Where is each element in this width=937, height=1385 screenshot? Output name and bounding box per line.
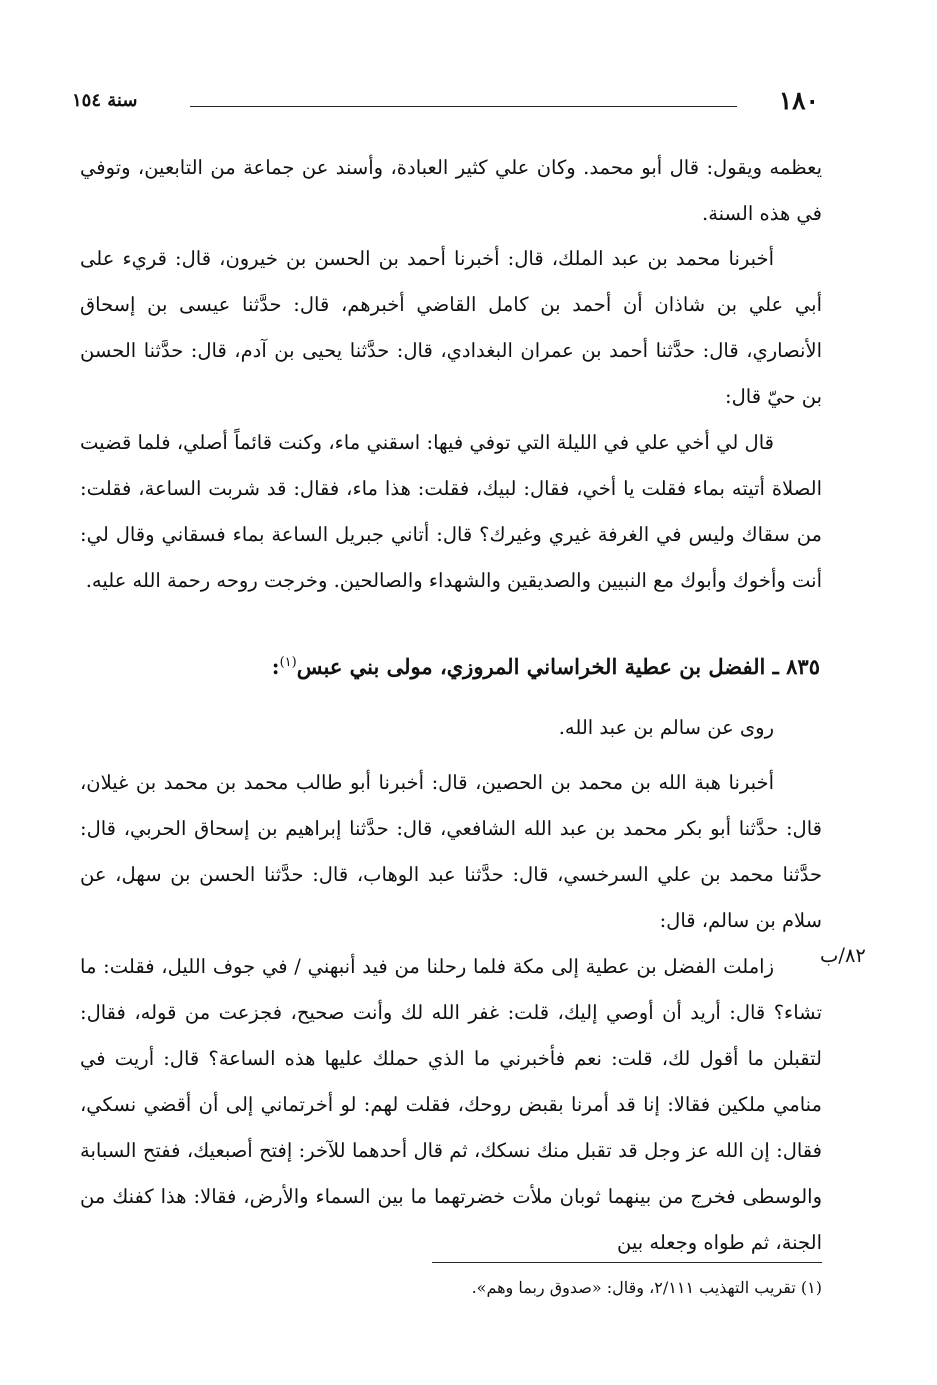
- paragraph-2: أخبرنا محمد بن عبد الملك، قال: أخبرنا أحمد بن الحسن بن خيرون، قال: قريء على أبي علي بن شاذان أن أحمد بن كامل القاضي أخبرهم، قال: حدَّثنا عيسى بن إسحاق الأنصاري، قال: حدَّثنا أحمد بن عمران البغدادي، قال: حدَّثنا يحيى بن آدم، قال: حدَّثنا الحسن بن حيّ قال:: [80, 247, 822, 408]
- manuscript-folio-marker: ٨٢/ب: [820, 944, 866, 967]
- biography-heading-text: ٨٣٥ ـ الفضل بن عطية الخراساني المروزي، مولى بني عبس: [296, 654, 820, 679]
- footnote-marker: (١): [279, 655, 297, 670]
- running-header-year: سنة ١٥٤: [72, 90, 138, 111]
- paragraph-continuation: [80, 145, 822, 237]
- isnad-block-1: [80, 236, 822, 420]
- narration-block-1: [80, 420, 822, 604]
- page-number: ١٨٠: [778, 86, 819, 115]
- narration-block-2: [80, 944, 822, 1266]
- footnote-1: (١) تقريب التهذيب ٢/١١١، وقال: «صدوق ربما وهم».: [471, 1278, 822, 1297]
- header-rule: [190, 106, 737, 107]
- paragraph-1: يعظمه ويقول: قال أبو محمد. وكان علي كثير العبادة، وأسند عن جماعة من التابعين، وتوفي في هذه السنة.: [80, 156, 822, 225]
- narrated-from-block: [80, 705, 822, 751]
- isnad-block-2: [80, 760, 822, 944]
- paragraph-6: زاملت الفضل بن عطية إلى مكة فلما رحلنا من فيد أنبهني / في جوف الليل، فقلت: ما تشاء؟ قال: أريد أن أوصي إليك، قلت: غفر الله لك وأنت صحيح، فجزعت من قوله، فقال: لتقبلن ما أقول لك، قلت: نعم فأخبرني ما الذي حملك عليها هذه الساعة؟ قال: أريت في منامي ملكين فقالا: إنا قد أمرنا بقبض روحك، فقلت لهم: لو أخرتماني إلى أن أقضي نسكي، فقال: إن الله عز وجل قد تقبل منك نسكك، ثم قال أحدهما للآخر: إفتح أصبعيك، ففتح السبابة والوسطى فخرج من بينهما ثوبان ملأت خضرتهما ما بين السماء والأرض، فقالا: هذا كفنك من الجنة، ثم طواه وجعله بين: [80, 955, 822, 1254]
- biography-heading: [272, 654, 820, 679]
- footnote-rule: [432, 1262, 822, 1263]
- paragraph-3: قال لي أخي علي في الليلة التي توفي فيها: اسقني ماء، وكنت قائماً أصلي، فلما قضيت الصلاة أتيته بماء فقلت يا أخي، فقال: لبيك، فقلت: هذا ماء، فقال: قد شربت الساعة، فقلت: من سقاك وليس في الغرفة غيري وغيرك؟ قال: أتاني جبريل الساعة بماء فسقاني وقال لي: أنت وأخوك وأبوك مع النبيين والصديقين والشهداء والصالحين. وخرجت روحه رحمة الله عليه.: [80, 431, 822, 592]
- paragraph-4: روى عن سالم بن عبد الله.: [558, 716, 774, 739]
- biography-heading-colon: :: [271, 654, 280, 679]
- paragraph-5: أخبرنا هبة الله بن محمد بن الحصين، قال: أخبرنا أبو طالب محمد بن محمد بن غيلان، قال: حدَّثنا أبو بكر محمد بن عبد الله الشافعي، قال: حدَّثنا إبراهيم بن إسحاق الحربي، قال: حدَّثنا محمد بن علي السرخسي، قال: حدَّثنا عبد الوهاب، قال: حدَّثنا الحسن بن سهل، عن سلام بن سالم، قال:: [80, 771, 822, 932]
